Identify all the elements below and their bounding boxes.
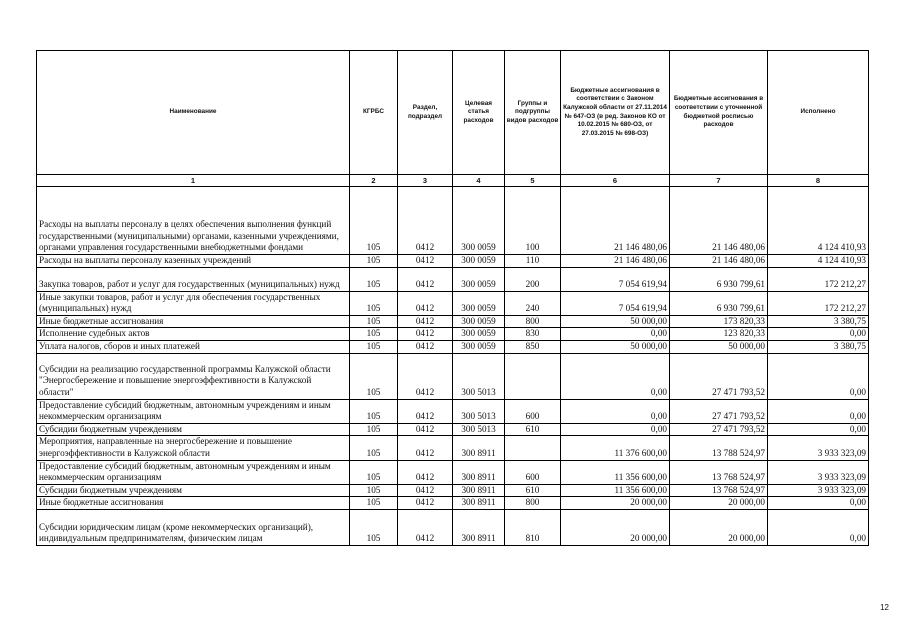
cell-refined-amount: 20 000,00 [670,509,768,545]
cell-section: 0412 [398,436,453,460]
table-row [37,497,869,510]
cell-expense-type [505,353,561,399]
table-row [37,340,869,353]
cell-section: 0412 [398,291,453,315]
cell-target: 300 8911 [453,436,505,460]
cell-section: 0412 [398,187,453,255]
cell-expense-type: 810 [505,509,561,545]
cell-section: 0412 [398,423,453,436]
cell-refined-amount: 13 788 524,97 [670,436,768,460]
cell-refined-amount: 123 820,33 [670,328,768,341]
cell-name: Субсидии бюджетным учреждениям [37,423,350,436]
cell-refined-amount: 13 768 524,97 [670,460,768,484]
cell-kgrbs: 105 [350,460,398,484]
cell-law-amount: 0,00 [561,353,670,399]
cell-executed-amount: 0,00 [768,509,869,545]
cell-kgrbs: 105 [350,255,398,268]
cell-name: Мероприятия, направленные на энергосбережение и повышение энергоэффективности в Калужской области [37,436,350,460]
cell-target: 300 8911 [453,484,505,497]
cell-kgrbs: 105 [350,267,398,291]
column-number: 2 [350,175,398,187]
column-number: 6 [561,175,670,187]
table-row [37,315,869,328]
cell-name: Субсидии бюджетным учреждениям [37,484,350,497]
header-section: Раздел, подраздел [398,51,453,175]
cell-section: 0412 [398,484,453,497]
cell-section: 0412 [398,255,453,268]
cell-kgrbs: 105 [350,497,398,510]
cell-name: Иные бюджетные ассигнования [37,497,350,510]
cell-target: 300 8911 [453,497,505,510]
cell-expense-type: 800 [505,497,561,510]
cell-executed-amount: 0,00 [768,399,869,423]
cell-refined-amount: 6 930 799,61 [670,291,768,315]
cell-expense-type: 600 [505,399,561,423]
cell-kgrbs: 105 [350,423,398,436]
cell-section: 0412 [398,497,453,510]
cell-target: 300 0059 [453,187,505,255]
table-row [37,267,869,291]
cell-name: Субсидии на реализацию государственной программы Калужской области "Энергосбережение и повышение энергоэффективности в Калужской области" [37,353,350,399]
cell-name: Иные закупки товаров, работ и услуг для обеспечения государственных (муниципальных) нужд [37,291,350,315]
cell-refined-amount: 27 471 793,52 [670,353,768,399]
cell-expense-type: 850 [505,340,561,353]
cell-kgrbs: 105 [350,436,398,460]
cell-law-amount: 20 000,00 [561,497,670,510]
column-number: 7 [670,175,768,187]
cell-refined-amount: 21 146 480,06 [670,255,768,268]
cell-expense-type: 240 [505,291,561,315]
cell-refined-amount: 27 471 793,52 [670,399,768,423]
column-number: 5 [505,175,561,187]
table-row [37,460,869,484]
cell-expense-type: 610 [505,423,561,436]
cell-expense-type: 110 [505,255,561,268]
cell-law-amount: 50 000,00 [561,340,670,353]
table-row [37,423,869,436]
cell-target: 300 0059 [453,291,505,315]
cell-expense-type: 610 [505,484,561,497]
cell-target: 300 5013 [453,423,505,436]
header-kgrbs: КГРБС [350,51,398,175]
cell-law-amount: 7 054 619,94 [561,291,670,315]
cell-kgrbs: 105 [350,353,398,399]
cell-name: Субсидии юридическим лицам (кроме некоммерческих организаций), индивидуальным предпринимателям, физическим лицам [37,509,350,545]
header-law: Бюджетные ассигнования в соответствии с Законом Калужской области от 27.11.2014 № 647-ОЗ (в ред. Законов КО от 10.02.2015 № 680-ОЗ, от 27.03.2015 № 698-ОЗ) [561,51,670,175]
column-number: 1 [37,175,350,187]
cell-expense-type: 200 [505,267,561,291]
cell-executed-amount: 3 380,75 [768,315,869,328]
cell-executed-amount: 172 212,27 [768,291,869,315]
table-row [37,509,869,545]
cell-executed-amount: 3 933 323,09 [768,460,869,484]
page-number: 12 [880,603,889,612]
header-refined: Бюджетные ассигнования в соответствии с уточненной бюджетной росписью расходов [670,51,768,175]
cell-refined-amount: 50 000,00 [670,340,768,353]
cell-law-amount: 11 356 600,00 [561,484,670,497]
cell-executed-amount: 3 933 323,09 [768,436,869,460]
cell-executed-amount: 4 124 410,93 [768,187,869,255]
table-row [37,291,869,315]
cell-refined-amount: 13 768 524,97 [670,484,768,497]
cell-target: 300 0059 [453,255,505,268]
cell-name: Предоставление субсидий бюджетным, автономным учреждениям и иным некоммерческим организациям [37,460,350,484]
cell-law-amount: 11 376 600,00 [561,436,670,460]
cell-executed-amount: 172 212,27 [768,267,869,291]
cell-target: 300 0059 [453,267,505,291]
cell-expense-type: 600 [505,460,561,484]
cell-law-amount: 21 146 480,06 [561,255,670,268]
cell-section: 0412 [398,399,453,423]
cell-executed-amount: 0,00 [768,497,869,510]
cell-executed-amount: 0,00 [768,328,869,341]
cell-section: 0412 [398,328,453,341]
cell-executed-amount: 3 380,75 [768,340,869,353]
cell-law-amount: 11 356 600,00 [561,460,670,484]
table-row [37,399,869,423]
cell-law-amount: 0,00 [561,399,670,423]
cell-refined-amount: 21 146 480,06 [670,187,768,255]
cell-kgrbs: 105 [350,291,398,315]
table-row [37,484,869,497]
cell-section: 0412 [398,509,453,545]
cell-executed-amount: 4 124 410,93 [768,255,869,268]
cell-target: 300 0059 [453,340,505,353]
cell-law-amount: 0,00 [561,423,670,436]
cell-name: Закупка товаров, работ и услуг для государственных (муниципальных) нужд [37,267,350,291]
cell-executed-amount: 3 933 323,09 [768,484,869,497]
table-row [37,353,869,399]
cell-target: 300 0059 [453,315,505,328]
header-done: Исполнено [768,51,869,175]
cell-kgrbs: 105 [350,328,398,341]
cell-refined-amount: 20 000,00 [670,497,768,510]
cell-name: Расходы на выплаты персоналу в целях обеспечения выполнения функций государственными (муниципальными) органами, казенными учреждениями, органами управления государственными внебюджетными фондами [37,187,350,255]
cell-target: 300 5013 [453,353,505,399]
cell-name: Исполнение судебных актов [37,328,350,341]
cell-name: Предоставление субсидий бюджетным, автономным учреждениям и иным некоммерческим организациям [37,399,350,423]
cell-name: Расходы на выплаты персоналу казенных учреждений [37,255,350,268]
cell-refined-amount: 6 930 799,61 [670,267,768,291]
column-number: 3 [398,175,453,187]
cell-executed-amount: 0,00 [768,353,869,399]
cell-refined-amount: 27 471 793,52 [670,423,768,436]
table-row [37,328,869,341]
cell-expense-type: 800 [505,315,561,328]
cell-name: Иные бюджетные ассигнования [37,315,350,328]
cell-target: 300 8911 [453,509,505,545]
cell-law-amount: 20 000,00 [561,509,670,545]
column-number: 4 [453,175,505,187]
cell-target: 300 0059 [453,328,505,341]
cell-kgrbs: 105 [350,484,398,497]
cell-kgrbs: 105 [350,315,398,328]
cell-section: 0412 [398,460,453,484]
cell-section: 0412 [398,267,453,291]
budget-table [36,50,869,546]
cell-kgrbs: 105 [350,187,398,255]
cell-kgrbs: 105 [350,399,398,423]
column-number: 8 [768,175,869,187]
cell-executed-amount: 0,00 [768,423,869,436]
cell-law-amount: 7 054 619,94 [561,267,670,291]
cell-section: 0412 [398,340,453,353]
cell-expense-type [505,436,561,460]
table-row [37,436,869,460]
header-row [37,51,869,175]
cell-section: 0412 [398,315,453,328]
cell-target: 300 8911 [453,460,505,484]
header-groups: Группы и подгруппы видов расходов [505,51,561,175]
cell-law-amount: 21 146 480,06 [561,187,670,255]
table-row [37,187,869,255]
header-target: Целевая статья расходов [453,51,505,175]
cell-target: 300 5013 [453,399,505,423]
header-name: Наименование [37,51,350,175]
cell-expense-type: 830 [505,328,561,341]
column-number-row [37,175,869,187]
cell-kgrbs: 105 [350,509,398,545]
cell-name: Уплата налогов, сборов и иных платежей [37,340,350,353]
cell-kgrbs: 105 [350,340,398,353]
cell-law-amount: 0,00 [561,328,670,341]
cell-section: 0412 [398,353,453,399]
cell-expense-type: 100 [505,187,561,255]
cell-refined-amount: 173 820,33 [670,315,768,328]
table-row [37,255,869,268]
cell-law-amount: 50 000,00 [561,315,670,328]
